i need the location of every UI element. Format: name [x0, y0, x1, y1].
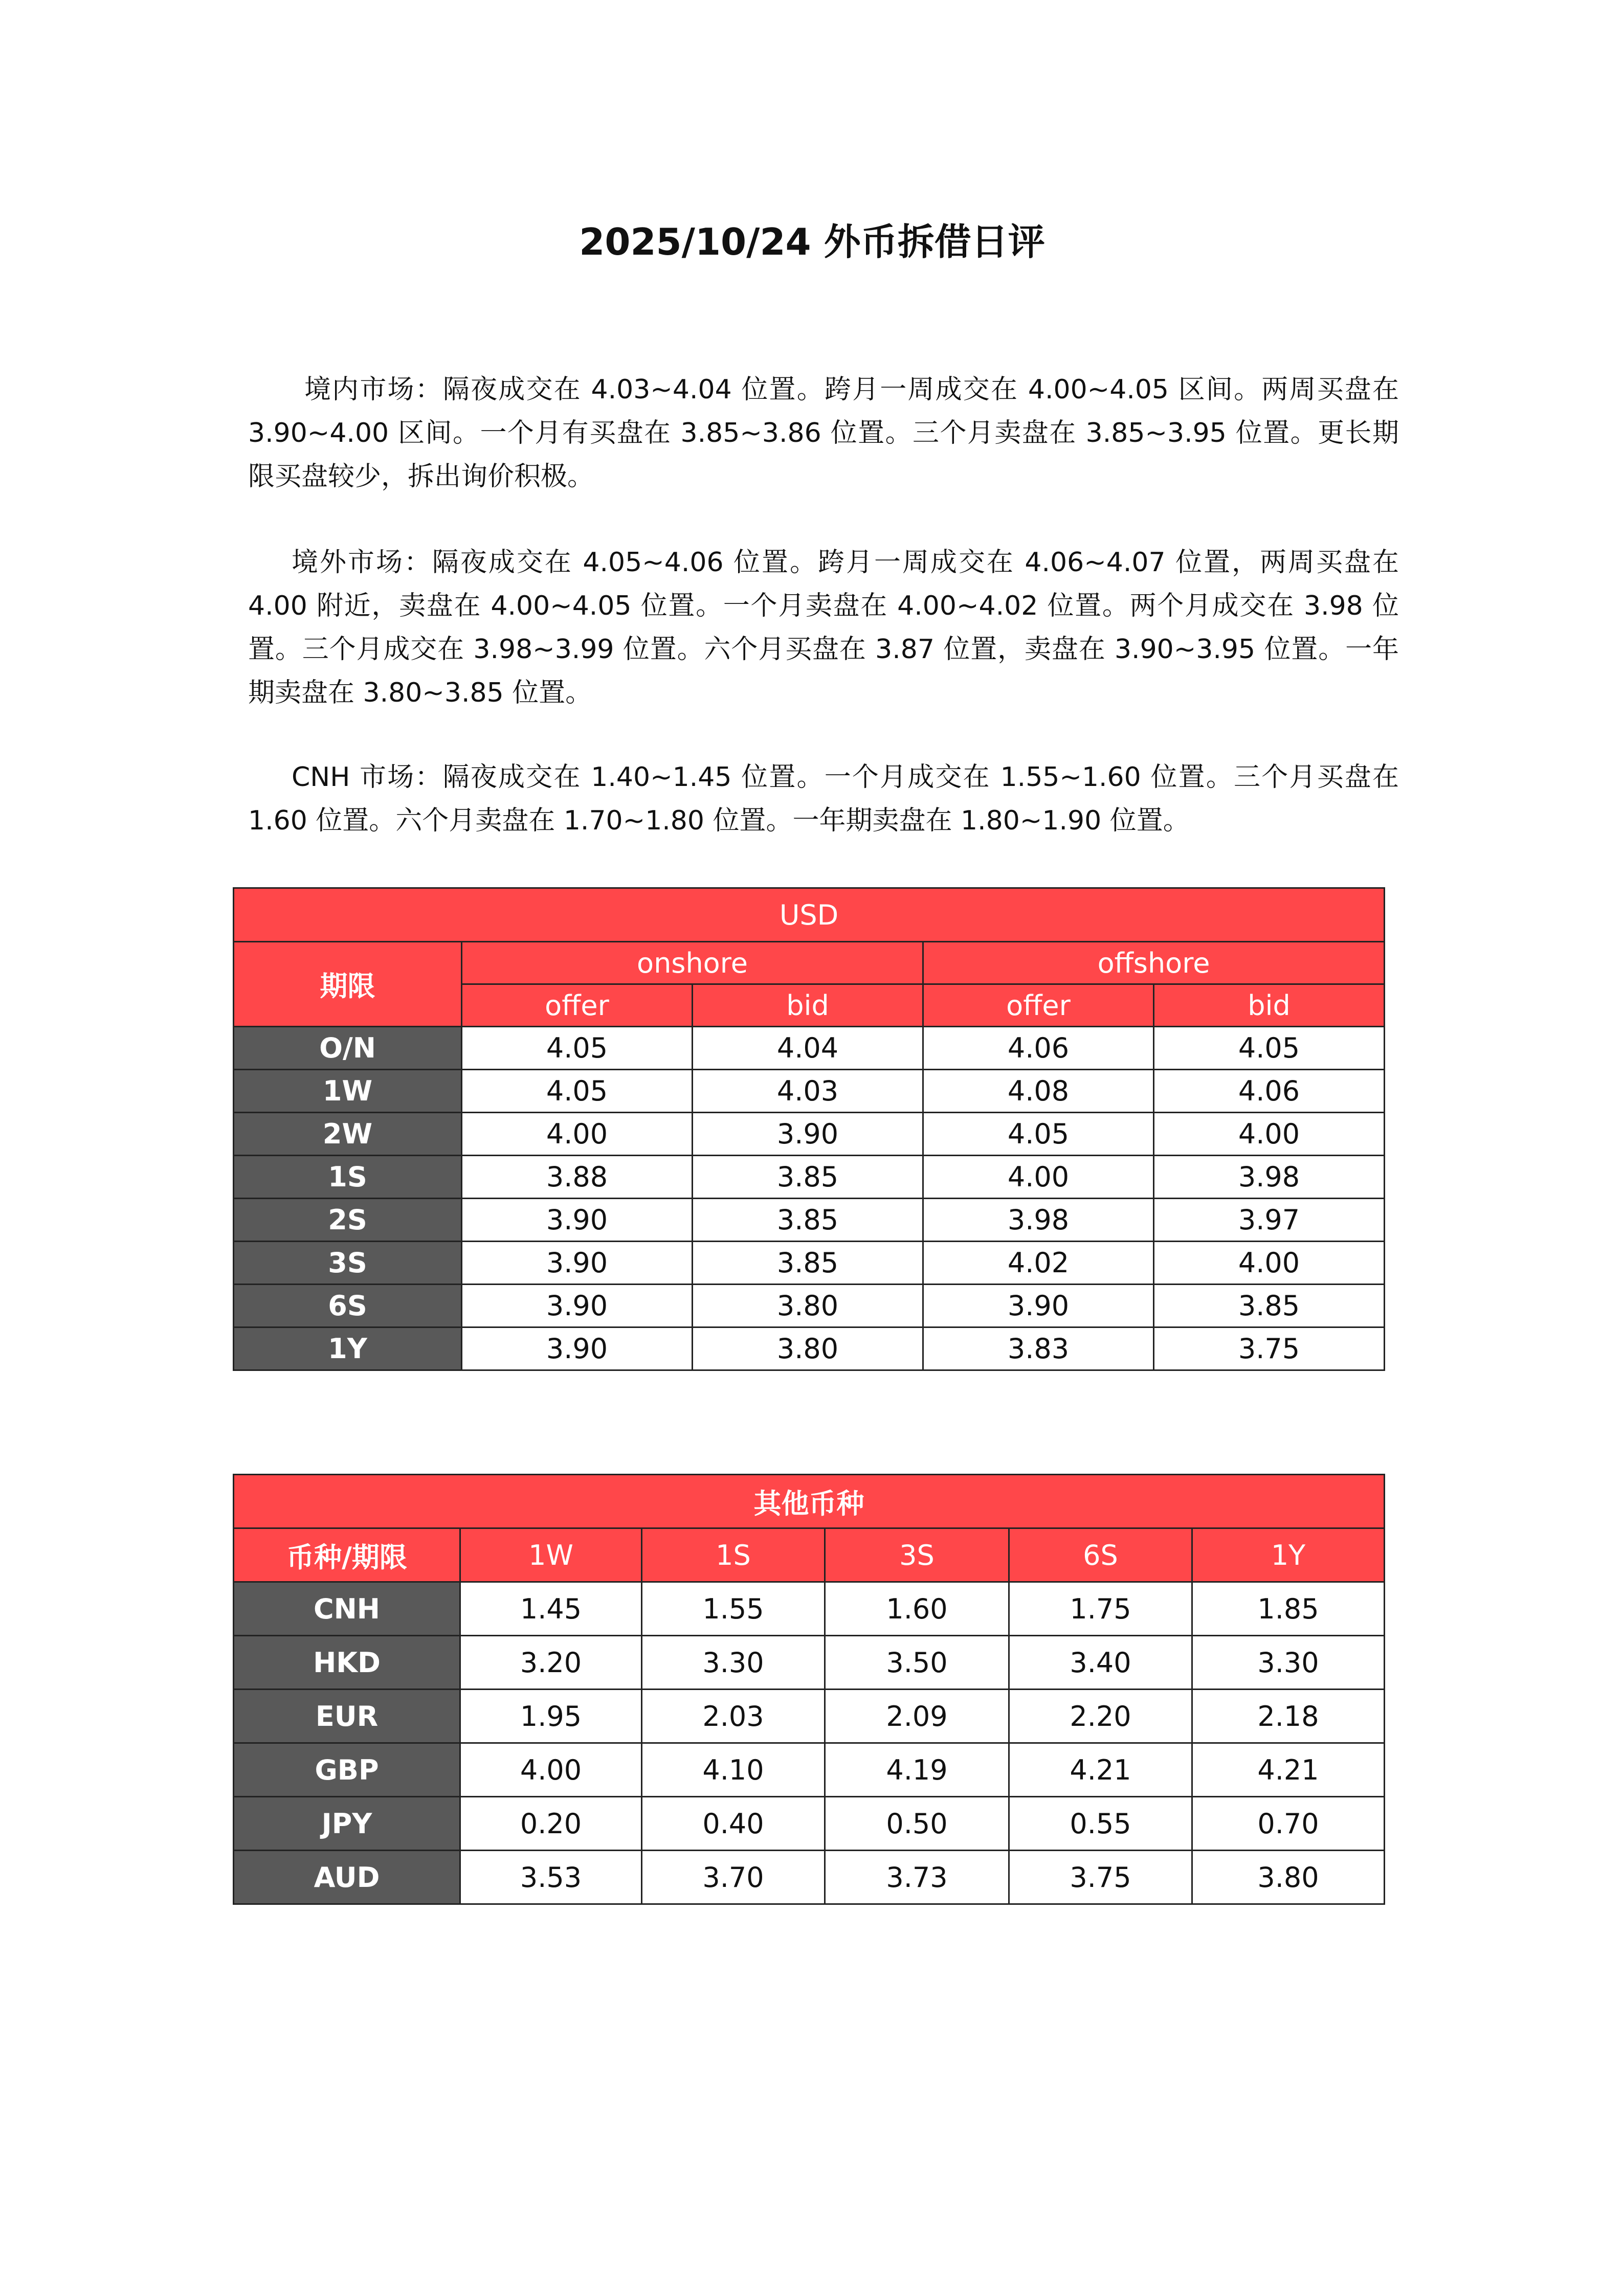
- other-table-title: 其他币种: [234, 1475, 1385, 1528]
- tenor-label: 2S: [234, 1199, 462, 1242]
- table-row: [234, 1582, 1385, 1636]
- currency-label: AUD: [234, 1851, 460, 1904]
- rate-cell: 4.00: [923, 1156, 1154, 1199]
- currency-label: HKD: [234, 1636, 460, 1690]
- rate-cell: 2.20: [1009, 1690, 1192, 1743]
- rate-cell: 4.06: [1154, 1070, 1385, 1113]
- currency-label: EUR: [234, 1690, 460, 1743]
- rate-cell: 3.85: [693, 1156, 923, 1199]
- rate-cell: 3.30: [1192, 1636, 1385, 1690]
- table-row: [234, 1743, 1385, 1797]
- rate-cell: 4.05: [462, 1070, 693, 1113]
- rate-cell: 3.73: [825, 1851, 1009, 1904]
- rate-cell: 3.50: [825, 1636, 1009, 1690]
- rate-cell: 4.03: [693, 1070, 923, 1113]
- rate-cell: 3.75: [1154, 1327, 1385, 1370]
- currency-label: GBP: [234, 1743, 460, 1797]
- table-row: [234, 1156, 1385, 1199]
- rate-cell: 4.10: [642, 1743, 825, 1797]
- table-row: [234, 1070, 1385, 1113]
- table-row: [234, 1027, 1385, 1070]
- rate-cell: 3.90: [462, 1242, 693, 1285]
- rate-cell: 3.75: [1009, 1851, 1192, 1904]
- rate-cell: 2.18: [1192, 1690, 1385, 1743]
- offshore-bid-header: bid: [1154, 984, 1385, 1027]
- tenor-header-1w: 1W: [460, 1528, 642, 1582]
- rate-cell: 3.90: [462, 1285, 693, 1327]
- rate-cell: 3.53: [460, 1851, 642, 1904]
- tenor-header-1y: 1Y: [1192, 1528, 1385, 1582]
- rate-cell: 3.80: [693, 1285, 923, 1327]
- rate-cell: 3.40: [1009, 1636, 1192, 1690]
- cnh-market-paragraph: CNH 市场：隔夜成交在 1.40~1.45 位置。一个月成交在 1.55~1.60 位置。三个月买盘在 1.60 位置。六个月卖盘在 1.70~1.80 位置。一年期卖盘在 1.80~1.90 位置。: [248, 762, 1399, 836]
- table-row: [234, 1242, 1385, 1285]
- rate-cell: 0.70: [1192, 1797, 1385, 1851]
- onshore-offer-header: offer: [462, 984, 693, 1027]
- rate-cell: 3.90: [923, 1285, 1154, 1327]
- currency-tenor-header: 币种/期限: [234, 1528, 460, 1582]
- rate-cell: 0.50: [825, 1797, 1009, 1851]
- rate-cell: 4.00: [462, 1113, 693, 1156]
- tenor-label: 1S: [234, 1156, 462, 1199]
- rate-cell: 1.60: [825, 1582, 1009, 1636]
- tenor-label: 2W: [234, 1113, 462, 1156]
- rate-cell: 4.08: [923, 1070, 1154, 1113]
- rate-cell: 1.45: [460, 1582, 642, 1636]
- rate-cell: 4.00: [460, 1743, 642, 1797]
- rate-cell: 4.06: [923, 1027, 1154, 1070]
- rate-cell: 3.85: [1154, 1285, 1385, 1327]
- rate-cell: 3.90: [462, 1327, 693, 1370]
- rate-cell: 3.83: [923, 1327, 1154, 1370]
- rate-cell: 4.00: [1154, 1113, 1385, 1156]
- currency-label: JPY: [234, 1797, 460, 1851]
- table-row: [234, 1797, 1385, 1851]
- offshore-offer-header: offer: [923, 984, 1154, 1027]
- rate-cell: 3.88: [462, 1156, 693, 1199]
- rate-cell: 2.03: [642, 1690, 825, 1743]
- rate-cell: 4.21: [1192, 1743, 1385, 1797]
- tenor-label: 1W: [234, 1070, 462, 1113]
- rate-cell: 4.05: [1154, 1027, 1385, 1070]
- tenor-header-1s: 1S: [642, 1528, 825, 1582]
- onshore-group-header: onshore: [462, 942, 923, 984]
- rate-cell: 0.40: [642, 1797, 825, 1851]
- other-currencies-table: [233, 1474, 1385, 1905]
- rate-cell: 1.95: [460, 1690, 642, 1743]
- offshore-group-header: offshore: [923, 942, 1385, 984]
- rate-cell: 4.05: [462, 1027, 693, 1070]
- currency-label: CNH: [234, 1582, 460, 1636]
- rate-cell: 3.70: [642, 1851, 825, 1904]
- rate-cell: 2.09: [825, 1690, 1009, 1743]
- table-row: [234, 1636, 1385, 1690]
- rate-cell: 3.20: [460, 1636, 642, 1690]
- rate-cell: 0.20: [460, 1797, 642, 1851]
- tenor-header-3s: 3S: [825, 1528, 1009, 1582]
- tenor-header-6s: 6S: [1009, 1528, 1192, 1582]
- page-title: 2025/10/24 外币拆借日评: [579, 220, 1045, 263]
- rate-cell: 4.04: [693, 1027, 923, 1070]
- rate-cell: 4.21: [1009, 1743, 1192, 1797]
- table-row: [234, 1690, 1385, 1743]
- onshore-market-paragraph: 境内市场：隔夜成交在 4.03~4.04 位置。跨月一周成交在 4.00~4.05 区间。两周买盘在 3.90~4.00 区间。一个月有买盘在 3.85~3.86 位置。三个月卖盘在 3.85~3.95 位置。更长期限买盘较少，拆出询价积极。: [248, 374, 1399, 492]
- tenor-label: O/N: [234, 1027, 462, 1070]
- usd-rates-table: [233, 887, 1385, 1371]
- rate-cell: 4.00: [1154, 1242, 1385, 1285]
- rate-cell: 3.85: [693, 1242, 923, 1285]
- rate-cell: 3.97: [1154, 1199, 1385, 1242]
- rate-cell: 3.80: [693, 1327, 923, 1370]
- onshore-bid-header: bid: [693, 984, 923, 1027]
- table-row: [234, 1113, 1385, 1156]
- table-row: [234, 1851, 1385, 1904]
- rate-cell: 3.98: [1154, 1156, 1385, 1199]
- offshore-market-paragraph: 境外市场：隔夜成交在 4.05~4.06 位置。跨月一周成交在 4.06~4.07 位置，两周买盘在 4.00 附近，卖盘在 4.00~4.05 位置。一个月卖盘在 4.00~4.02 位置。两个月成交在 3.98 位置。三个月成交在 3.98~3.99 位置。六个月买盘在 3.87 位置，卖盘在 3.90~3.95 位置。一年期卖盘在 3.80~3.85 位置。: [248, 547, 1399, 708]
- rate-cell: 4.02: [923, 1242, 1154, 1285]
- rate-cell: 3.90: [462, 1199, 693, 1242]
- rate-cell: 1.75: [1009, 1582, 1192, 1636]
- rate-cell: 3.30: [642, 1636, 825, 1690]
- tenor-column-header: 期限: [234, 942, 462, 1027]
- tenor-label: 3S: [234, 1242, 462, 1285]
- tenor-label: 6S: [234, 1285, 462, 1327]
- rate-cell: 0.55: [1009, 1797, 1192, 1851]
- rate-cell: 3.90: [693, 1113, 923, 1156]
- usd-table-title: USD: [234, 888, 1385, 942]
- rate-cell: 4.19: [825, 1743, 1009, 1797]
- table-row: [234, 1199, 1385, 1242]
- table-row: [234, 1285, 1385, 1327]
- table-row: [234, 1327, 1385, 1370]
- rate-cell: 3.98: [923, 1199, 1154, 1242]
- rate-cell: 1.85: [1192, 1582, 1385, 1636]
- rate-cell: 4.05: [923, 1113, 1154, 1156]
- rate-cell: 3.80: [1192, 1851, 1385, 1904]
- rate-cell: 3.85: [693, 1199, 923, 1242]
- rate-cell: 1.55: [642, 1582, 825, 1636]
- tenor-label: 1Y: [234, 1327, 462, 1370]
